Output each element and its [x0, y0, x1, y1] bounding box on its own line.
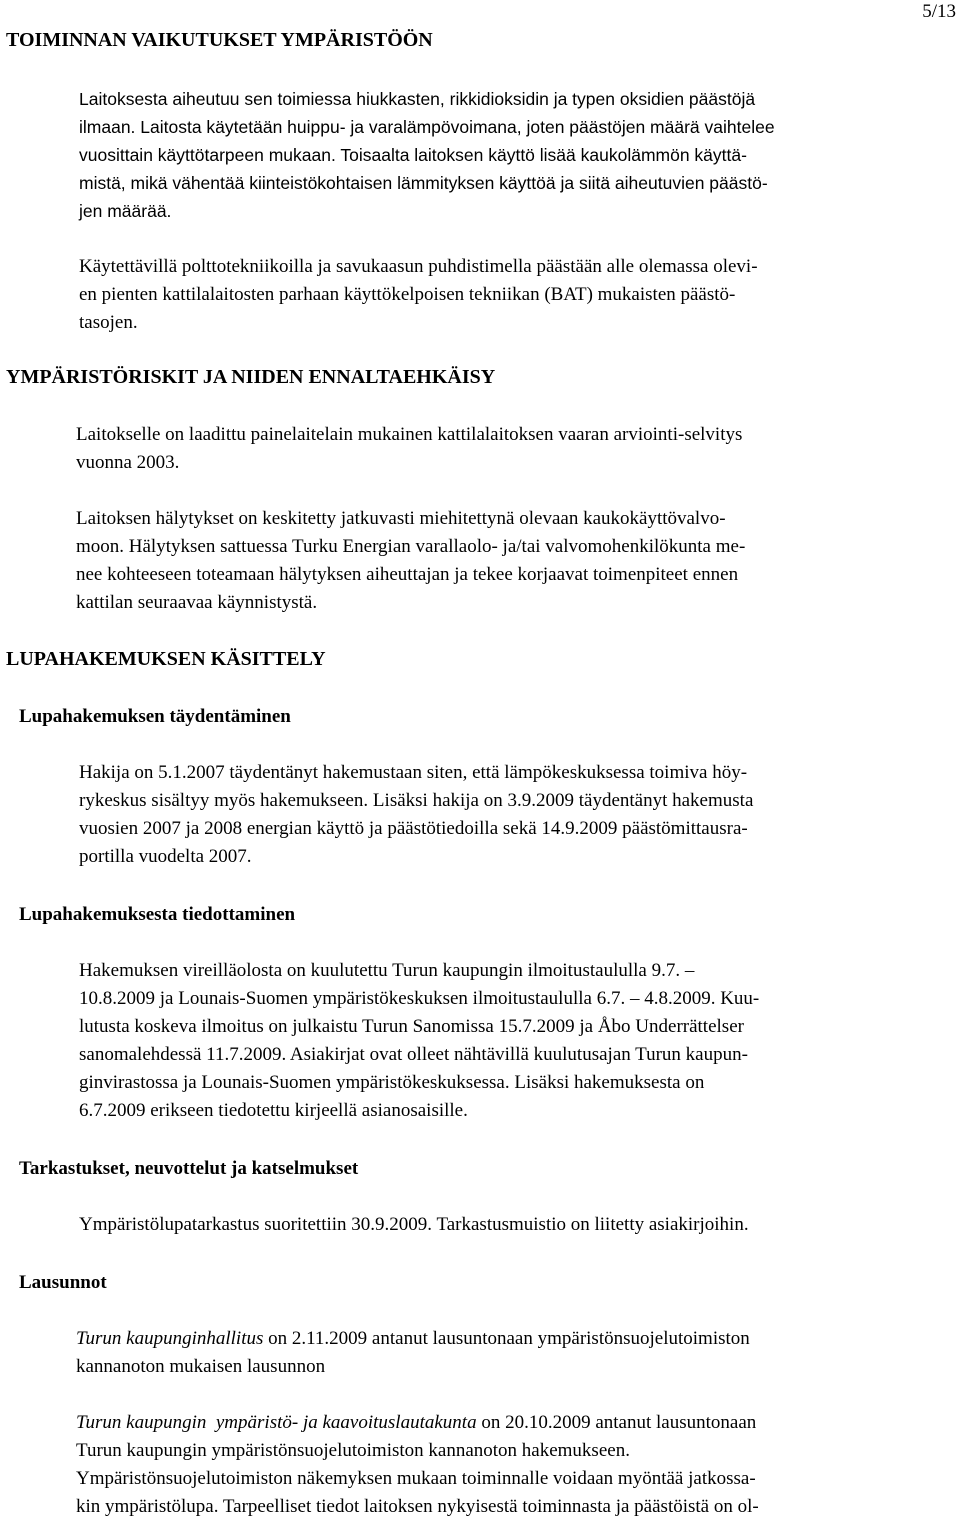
paragraph-line: sanomalehdessä 11.7.2009. Asiakirjat ovat olleet nähtävillä kuulutusajan Turun kaupun- — [79, 1044, 748, 1065]
section-title-environmental-impacts: TOIMINNAN VAIKUTUKSET YMPÄRISTÖÖN — [6, 29, 433, 51]
paragraph-line: nee kohteeseen toteamaan hälytyksen aiheuttajan ja tekee korjaavat toimenpiteet ennen — [76, 564, 739, 585]
page-number: 5/13 — [922, 1, 956, 22]
paragraph-line: vuonna 2003. — [76, 452, 180, 473]
paragraph-line: Hakija on 5.1.2007 täydentänyt hakemustaan siten, että lämpökeskuksessa toimiva höy- — [79, 762, 748, 783]
paragraph-line: portilla vuodelta 2007. — [79, 846, 252, 867]
paragraph-line: Käytettävillä polttotekniikoilla ja savukaasun puhdistimella päästään alle olemassa olevi- — [79, 256, 758, 277]
paragraph-line — [76, 1409, 756, 1437]
paragraph-line: moon. Hälytyksen sattuessa Turku Energian varallaolo- ja/tai valvomohenkilökunta me- — [76, 536, 746, 557]
paragraph-line: Laitoksesta aiheutuu sen toimiessa hiukkasten, rikkidioksidin ja typen oksidien päästöjä — [79, 89, 756, 109]
statement-text: on 20.10.2009 antanut lausuntonaan — [476, 1412, 757, 1433]
subheading-notification: Lupahakemuksesta tiedottaminen — [19, 904, 296, 925]
paragraph-line: kannanoton mukaisen lausunnon — [76, 1356, 326, 1377]
paragraph-line: ilmaan. Laitosta käytetään huippu- ja varalämpövoimana, joten päästöjen määrä vaihtelee — [79, 117, 775, 137]
paragraph-line: mistä, mikä vähentää kiinteistökohtaisen lämmityksen käyttöä ja siitä aiheutuvien päästö- — [79, 173, 768, 193]
paragraph-line: 6.7.2009 erikseen tiedotettu kirjeellä asianosaisille. — [79, 1100, 468, 1121]
paragraph-line: jen määrää. — [79, 201, 172, 221]
subheading-statements: Lausunnot — [19, 1272, 107, 1293]
paragraph-line: Turun kaupungin ympäristönsuojelutoimiston kannanoton hakemukseen. — [76, 1440, 630, 1461]
paragraph-line: vuosien 2007 ja 2008 energian käyttö ja päästötiedoilla sekä 14.9.2009 päästömittausra- — [79, 818, 748, 839]
section-title-environmental-risks: YMPÄRISTÖRISKIT JA NIIDEN ENNALTAEHKÄISY — [6, 366, 496, 388]
paragraph-line: Hakemuksen vireilläolosta on kuulutettu Turun kaupungin ilmoitustaululla 9.7. – — [79, 960, 695, 981]
statement-issuer: Turun kaupungin ympäristö- ja kaavoituslautakunta — [76, 1412, 477, 1433]
paragraph-line: kin ympäristölupa. Tarpeelliset tiedot laitoksen nykyisestä toiminnasta ja päästöistä on ol- — [76, 1496, 759, 1517]
statement-issuer: Turun kaupunginhallitus — [76, 1328, 264, 1349]
paragraph-line: ginvirastossa ja Lounais-Suomen ympäristökeskuksessa. Lisäksi hakemuksesta on — [79, 1072, 705, 1093]
paragraph-line: en pienten kattilalaitosten parhaan käyttökelpoisen tekniikan (BAT) mukaisten päästö- — [79, 284, 736, 305]
paragraph-inspection: Ympäristölupatarkastus suoritettiin 30.9.2009. Tarkastusmuistio on liitetty asiakirjoihin. — [79, 1214, 749, 1235]
paragraph-line: rykeskus sisältyy myös hakemukseen. Lisäksi hakija on 3.9.2009 täydentänyt hakemusta — [79, 790, 754, 811]
paragraph-line: Ympäristönsuojelutoimiston näkemyksen mukaan toiminnalle voidaan myöntää jatkossa- — [76, 1468, 756, 1489]
paragraph-line: kattilan seuraavaa käynnistystä. — [76, 592, 318, 613]
subheading-supplement: Lupahakemuksen täydentäminen — [19, 706, 291, 727]
section-title-permit-processing: LUPAHAKEMUKSEN KÄSITTELY — [6, 648, 326, 670]
paragraph-line: tasojen. — [79, 312, 138, 333]
paragraph-line: lutusta koskeva ilmoitus on julkaistu Turun Sanomissa 15.7.2009 ja Åbo Underrättelser — [79, 1016, 744, 1037]
paragraph-line: Laitoksen hälytykset on keskitetty jatkuvasti miehitettynä olevaan kaukokäyttövalvo- — [76, 508, 726, 529]
subheading-inspections: Tarkastukset, neuvottelut ja katselmukset — [19, 1158, 359, 1179]
paragraph-line: Laitokselle on laadittu painelaitelain mukainen kattilalaitoksen vaaran arviointi-selvitys — [76, 424, 743, 445]
paragraph-line — [76, 1325, 750, 1353]
statement-text: on 2.11.2009 antanut lausuntonaan ympäristönsuojelutoimiston — [263, 1328, 750, 1349]
paragraph-line: vuosittain käyttötarpeen mukaan. Toisaalta laitoksen käyttö lisää kaukolämmön käyttä- — [79, 145, 747, 165]
paragraph-line: 10.8.2009 ja Lounais-Suomen ympäristökeskuksen ilmoitustaululla 6.7. – 4.8.2009. Kuu- — [79, 988, 760, 1009]
